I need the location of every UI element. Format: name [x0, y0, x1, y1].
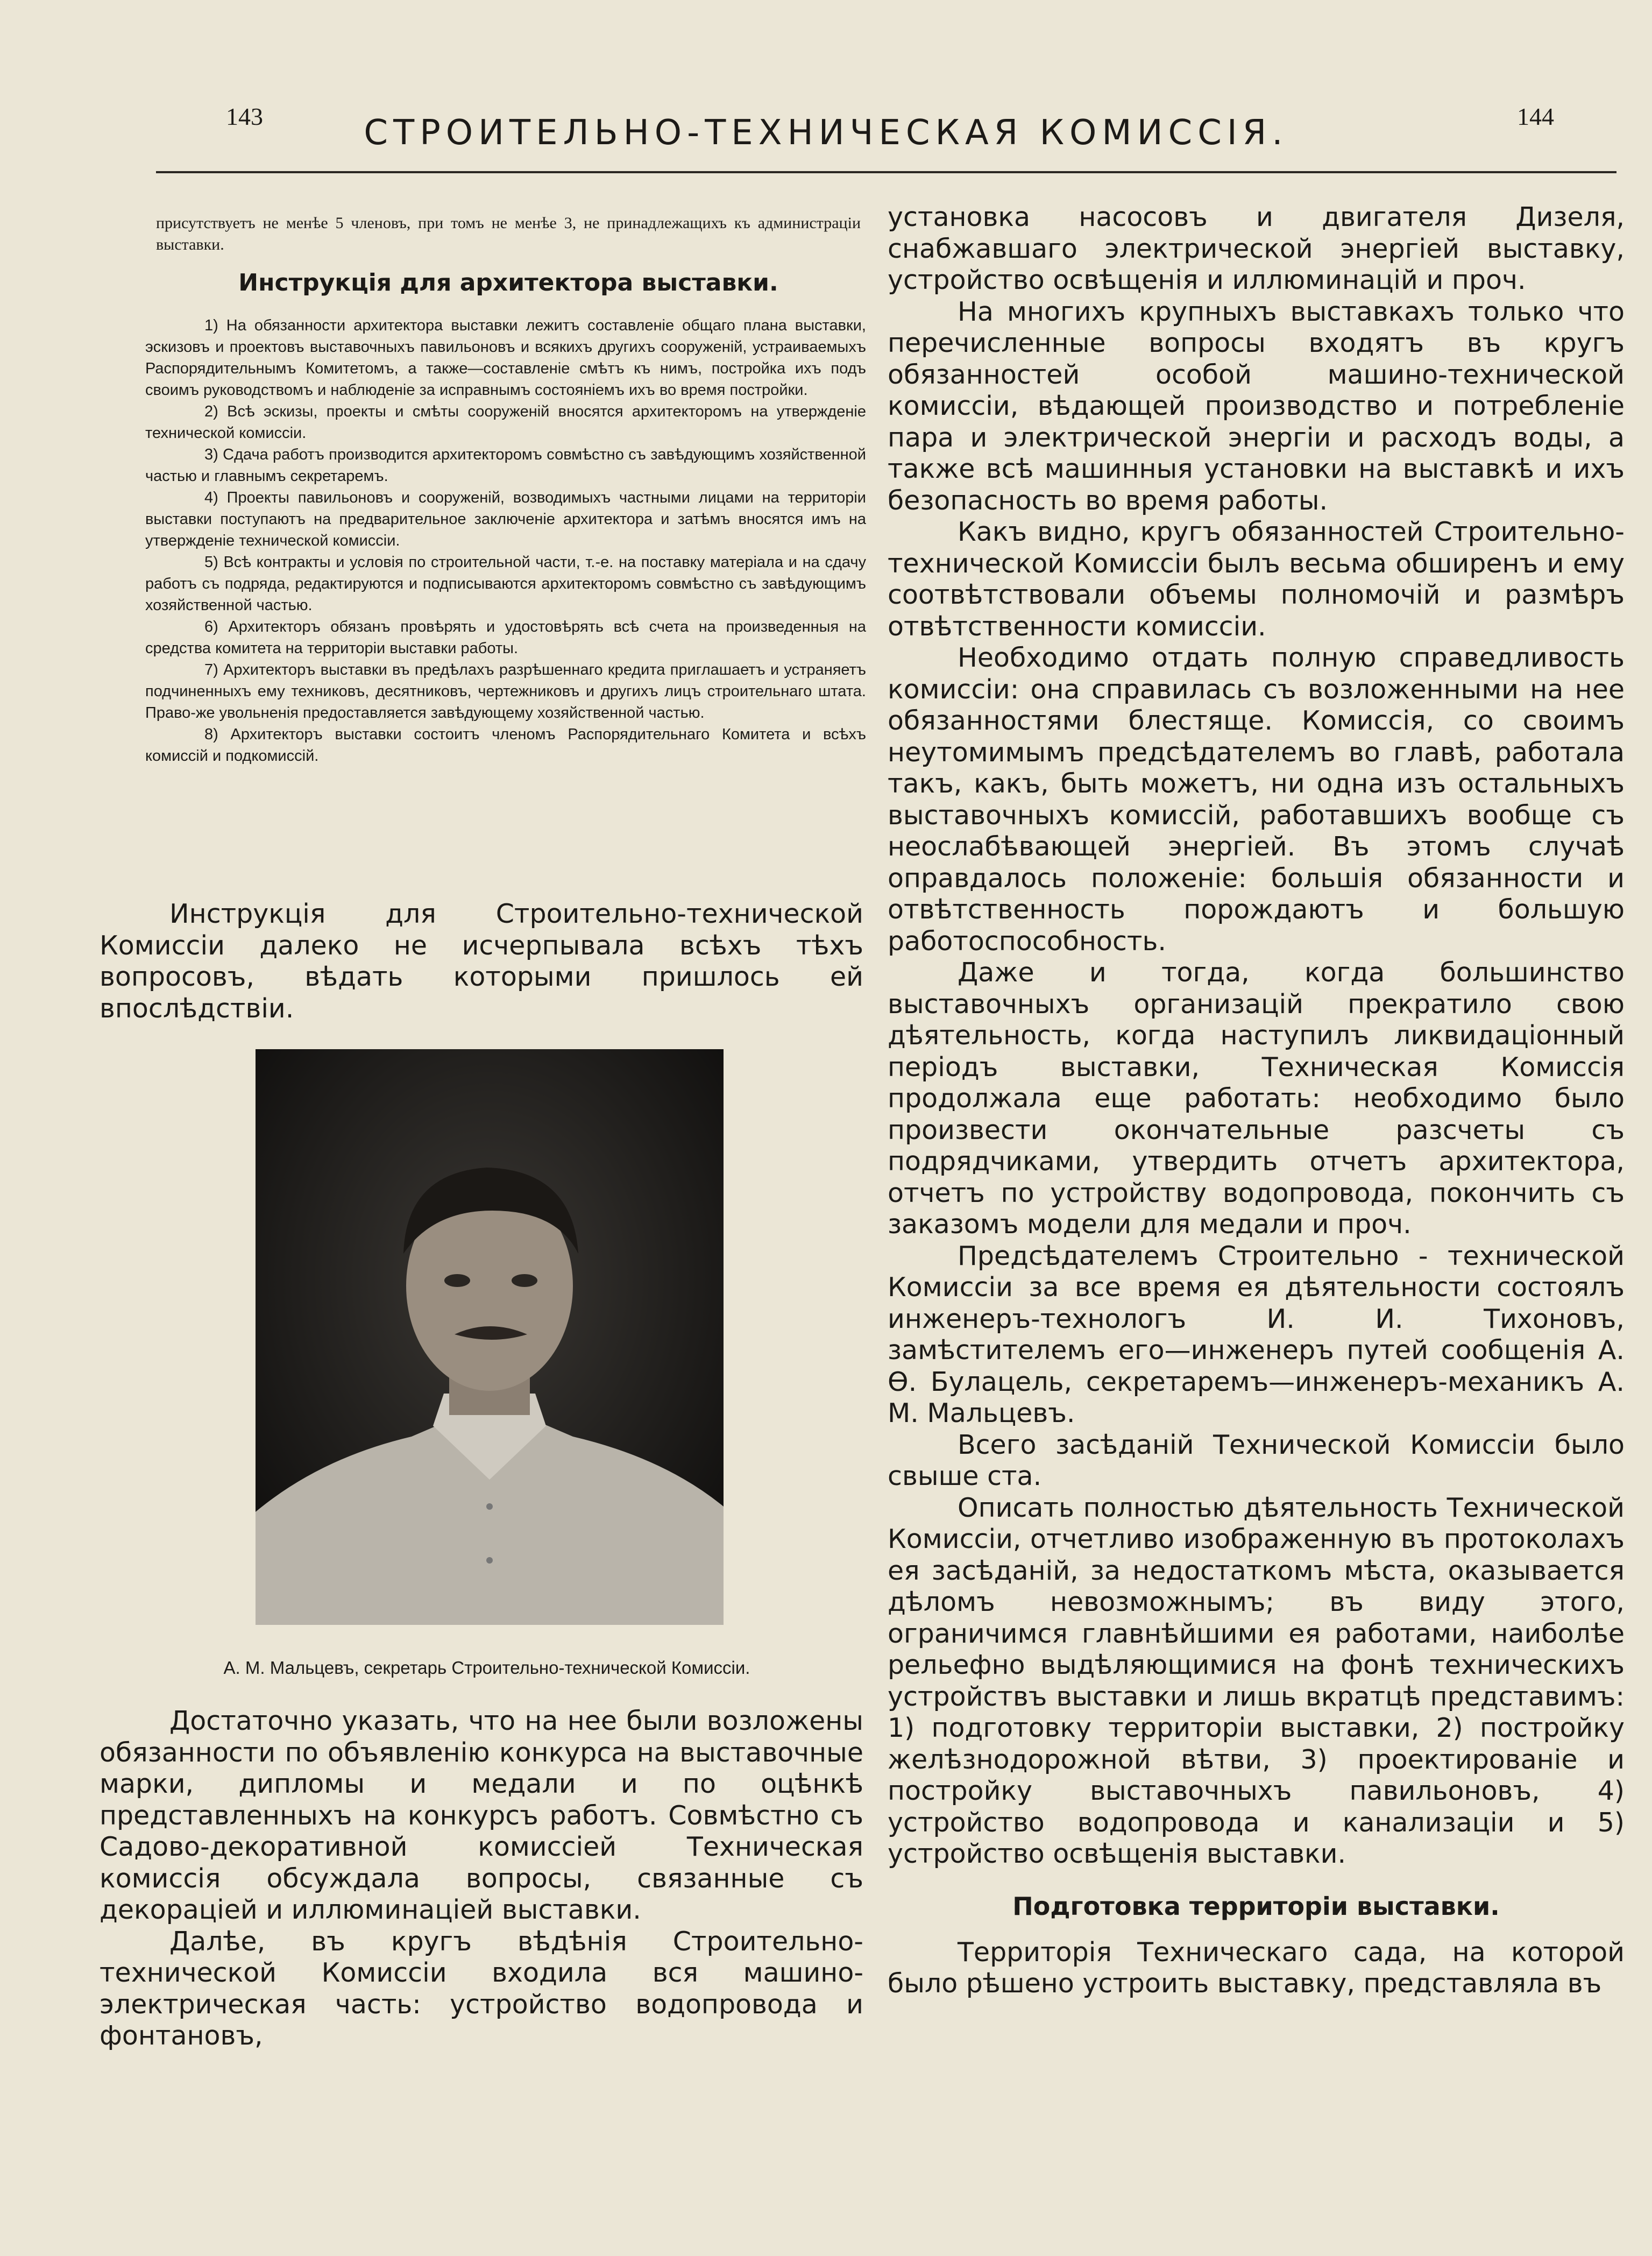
instruction-item: 4) Проекты павильоновъ и сооруженій, возводимыхъ частными лицами на территоріи выставки поступаютъ на предварительное заключеніе архитектора и затѣмъ вносятся имъ на утвержденіе технической комиссіи.	[145, 489, 866, 549]
instruction-item: 7) Архитекторъ выставки въ предѣлахъ разрѣшеннаго кредита приглашаетъ и устраняетъ подчиненныхъ ему техниковъ, десятниковъ, чертежниковъ и другихъ лицъ строительнаго штата. Право-же увольненія предоставляется завѣдующему хозяйственной частью.	[145, 661, 866, 722]
left-bottom-text	[100, 1706, 863, 2052]
instruction-item: 3) Сдача работъ производится архитекторомъ совмѣстно съ завѣдующимъ хозяйственной частью и главнымъ секретаремъ.	[145, 446, 866, 485]
paragraph: Предсѣдателемъ Строительно - технической Комиссіи за все время ея дѣятельности состоялъ инженеръ-технологъ И. И. Тихоновъ, замѣстителемъ его—инженеръ путей сообщенія А. Ѳ. Булацель, секретаремъ—инженеръ-механикъ А. М. Мальцевъ.	[888, 1240, 1625, 1428]
left-intro	[100, 899, 863, 1024]
instruction-item: 1) На обязанности архитектора выставки лежитъ составленіе общаго плана выставки, эскизовъ и проектовъ выставочныхъ павильоновъ и всякихъ другихъ сооруженій, устраиваемыхъ Распорядительнымъ Комитетомъ, а также—составленіе смѣтъ къ нимъ, постройка ихъ подъ своимъ руководствомъ и наблюденіе за исправнымъ состояніемъ ихъ во время постройки.	[145, 317, 866, 399]
portrait-photo	[256, 1049, 724, 1625]
header-rule	[156, 171, 1616, 173]
instruction-heading: Инструкція для архитектора выставки.	[238, 269, 778, 296]
paragraph: Достаточно указать, что на нее были возложены обязанности по объявленію конкурса на выставочные марки, дипломы и медали и по оцѣнкѣ представленныхъ на конкурсъ работъ. Совмѣстно съ Садово-декоративной комиссіей Техническая комиссія обсуждала вопросы, связанные съ декораціей и иллюминаціей выставки.	[100, 1706, 863, 1925]
section-heading: Подготовка территоріи выставки.	[1012, 1891, 1500, 1921]
portrait-image	[256, 1049, 724, 1625]
page-number-left: 143	[226, 103, 263, 130]
instruction-item: 6) Архитекторъ обязанъ провѣрять и удостовѣрять всѣ счета на произведенныя на средства комитета на территоріи выставки работы.	[145, 618, 866, 657]
top-continuation-text: присутствуетъ не менѣе 5 членовъ, при томъ не менѣе 3, не принадлежащихъ къ администраціи выставки.	[156, 214, 861, 253]
photo-caption: А. М. Мальцевъ, секретарь Строительно-технической Комиссіи.	[223, 1658, 750, 1678]
right-column	[888, 202, 1625, 2000]
paragraph: Какъ видно, кругъ обязанностей Строительно-технической Комиссіи былъ весьма обширенъ и ему соотвѣтствовали объемы полномочій и размѣръ отвѣтственности комиссіи.	[888, 517, 1625, 642]
paragraph: установка насосовъ и двигателя Дизеля, снабжавшаго электрической энергіей выставку, устройство освѣщенія и иллюминацій и проч.	[888, 202, 1625, 295]
instruction-list	[145, 315, 866, 767]
instruction-item: 5) Всѣ контракты и условія по строительной части, т.-е. на поставку матеріала и на сдачу работъ съ подряда, редактируются и подписываются архитекторомъ совмѣстно съ завѣдующимъ хозяйственной частью.	[145, 554, 866, 614]
instruction-item: 2) Всѣ эскизы, проекты и смѣты сооруженій вносятся архитекторомъ на утвержденіе технической комиссіи.	[145, 403, 866, 442]
paragraph: Территорія Техническаго сада, на которой было рѣшено устроить выставку, представляла въ	[888, 1936, 1625, 1999]
paragraph: На многихъ крупныхъ выставкахъ только что перечисленные вопросы входятъ въ кругъ обязанностей особой машино-технической комиссіи, вѣдающей производство и потребленіе пара и электрической энергіи и расходъ воды, а также всѣ машинныя установки на выставкѣ и ихъ безопасность во время работы.	[888, 296, 1625, 516]
paragraph: Описать полностью дѣятельность Технической Комиссіи, отчетливо изображенную въ протоколахъ ея засѣданій, за недостаткомъ мѣста, оказывается дѣломъ невозможнымъ; въ виду этого, ограничимся главнѣйшими ея работами, наиболѣе рельефно выдѣляющимися на фонѣ техническихъ устройствъ выставки и лишь вкратцѣ представимъ: 1) подготовку территоріи выставки, 2) постройку желѣзнодорожной вѣтви, 3) проектированіе и постройку выставочныхъ павильоновъ, 4) устройство водопровода и канализаціи и 5) устройство освѣщенія выставки.	[888, 1492, 1625, 1869]
paragraph: Необходимо отдать полную справедливость комиссіи: она справилась съ возложенными на нее обязанностями блестяще. Комиссія, со своимъ неутомимымъ предсѣдателемъ во главѣ, работала такъ, какъ, быть можетъ, ни одна изъ остальныхъ выставочныхъ комиссій, работавшихъ вообще съ неослабѣвающей энергіей. Въ этомъ случаѣ оправдалось положеніе: большія обязанности и отвѣтственность порождаютъ и большую работоспособность.	[888, 642, 1625, 957]
intro-paragraph: Инструкція для Строительно-технической Комиссіи далеко не исчерпывала всѣхъ тѣхъ вопросовъ, вѣдать которыми пришлось ей впослѣдствіи.	[100, 899, 863, 1024]
page-number-right: 144	[1517, 103, 1554, 130]
instruction-item: 8) Архитекторъ выставки состоитъ членомъ Распорядительнаго Комитета и всѣхъ комиссій и подкомиссій.	[145, 726, 866, 765]
paragraph: Всего засѣданій Технической Комиссіи было свыше ста.	[888, 1429, 1625, 1491]
paragraph: Далѣе, въ кругъ вѣдѣнія Строительно-технической Комиссіи входила вся машино-электрическая часть: устройство водопровода и фонтановъ,	[100, 1926, 863, 2051]
paragraph: Даже и тогда, когда большинство выставочныхъ организацій прекратило свою дѣятельность, когда наступилъ ликвидаціонный періодъ выставки, Техническая Комиссія продолжала еще работать: необходимо было произвести окончательные разсчеты съ подрядчиками, утвердить отчетъ архитектора, отчетъ по устройству водопровода, покончить съ заказомъ модели для медали и проч.	[888, 957, 1625, 1240]
running-title: СТРОИТЕЛЬНО-ТЕХНИЧЕСКАЯ КОМИССІЯ.	[364, 113, 1288, 153]
